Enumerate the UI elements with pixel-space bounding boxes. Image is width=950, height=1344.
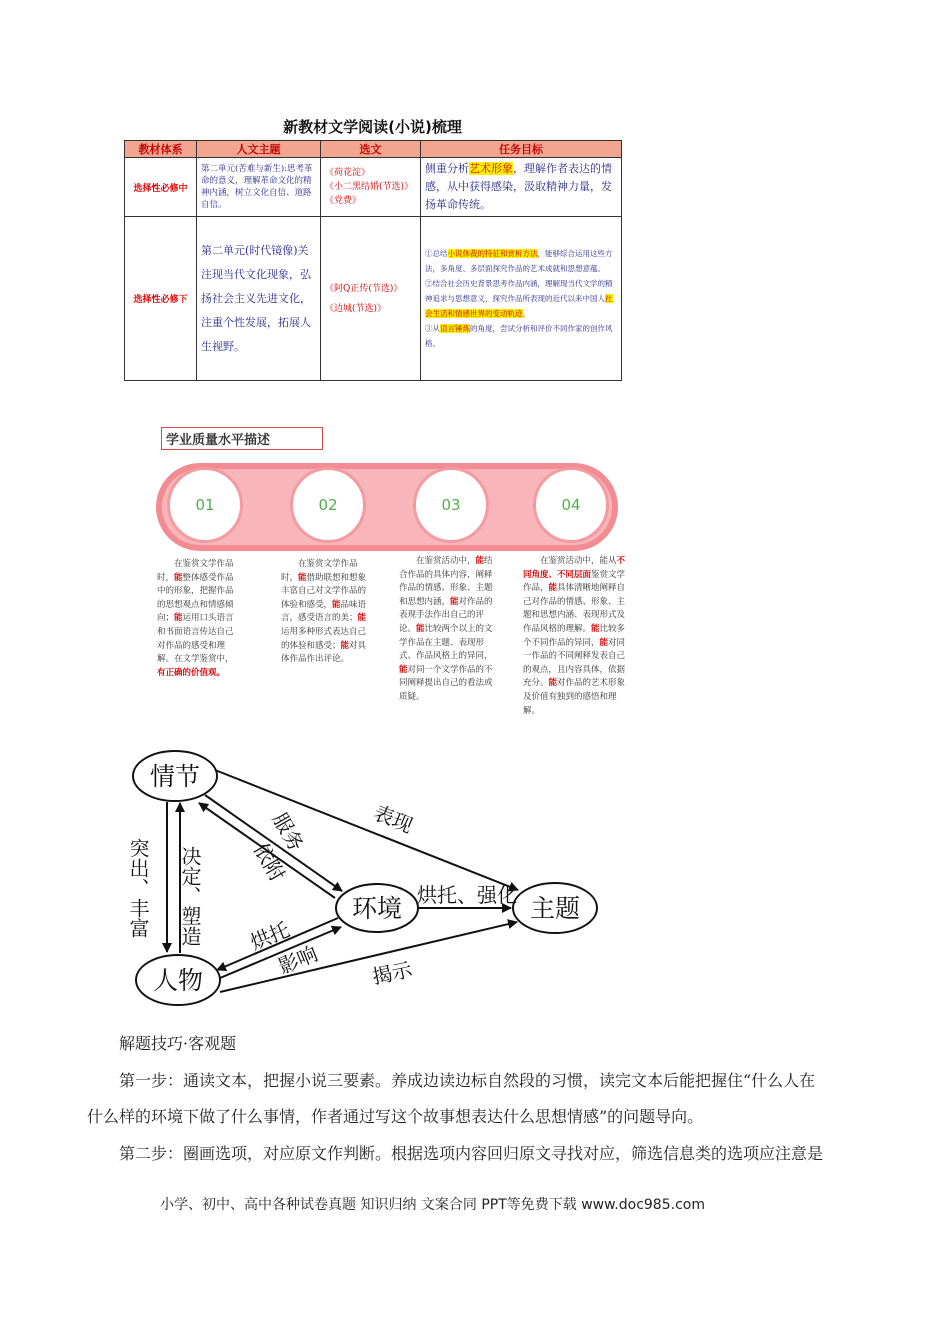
level-desc-02 — [281, 558, 369, 667]
desc-emphasis: 能 — [450, 596, 459, 607]
edge-label-jieshi: 揭示 — [370, 957, 415, 989]
desc-text: 借助联想和想象丰富自己对文学作品的体验和感受， — [281, 572, 367, 610]
desc-text: 对具体作品作出评论。 — [281, 640, 367, 665]
goal-text: ，能够综合运用这些方法，多角度、多层面探究作品的艺术成就和思想意蕴。 — [425, 249, 613, 273]
desc-text: 对同一个文学作品的不同阐释提出自己的看法或质疑。 — [399, 664, 493, 702]
edge-label-tuchu: 突出、丰富 — [126, 838, 150, 938]
desc-text: 在鉴赏文学作品时， — [157, 559, 234, 583]
row-goal — [421, 217, 622, 381]
page-footer: 小学、初中、高中各种试卷真题 知识归纳 文案合同 PPT等免费下载 www.doc985.com — [160, 1197, 705, 1213]
desc-emphasis: 能 — [548, 583, 558, 594]
desc-text: 品味语言，感受语言的美； — [281, 599, 367, 624]
desc-emphasis: 能 — [174, 613, 183, 624]
text-title: 《阿Q正传(节选)》 — [325, 283, 403, 294]
goal-text: 侧重分析 — [425, 162, 469, 175]
desc-text: 对作品的艺术形象及价值有独到的感悟和理解。 — [523, 678, 626, 716]
goal-highlight: 艺术形象 — [469, 162, 513, 175]
goal-text: ①总结 — [425, 249, 448, 258]
goal-highlight: 语言锤炼 — [440, 324, 470, 333]
goal-highlight: 小说体裁的特征和赏析方法 — [447, 249, 538, 258]
goal-text: 的角度，尝试分析和评价不同作家的创作风格。 — [425, 324, 613, 348]
row-system: 选择性必修中 — [125, 158, 197, 217]
desc-text: 在鉴赏活动中， — [416, 556, 476, 566]
goal-item — [425, 276, 617, 321]
desc-text: 结合作品的具体内容，阐释作品的情感、形象、主题和思想内涵， — [399, 556, 493, 607]
desc-emphasis: 能 — [340, 640, 350, 651]
goal-item — [425, 321, 617, 351]
desc-text: 在鉴赏活动中，能从 — [540, 556, 617, 566]
desc-text: 运用口头语言和书面语言传达自己对作品的感受和理解。在文学鉴赏中， — [157, 613, 234, 665]
node-character-label: 人物 — [152, 966, 204, 995]
edge-label-jueding: 决定、塑造 — [178, 846, 202, 946]
edge-label-yingxiang: 影响 — [274, 941, 321, 979]
edge-label-hongtuo-qianghua: 烘托、强化 — [417, 883, 517, 907]
header-goal: 任务目标 — [421, 141, 622, 158]
desc-text: 对作品的表现手法作出自己的评论。 — [399, 596, 493, 634]
arrow-plot-to-theme — [215, 770, 518, 890]
text-title: 《边城(节选)》 — [325, 303, 387, 314]
table-row — [125, 158, 622, 217]
desc-emphasis: 不同角度、不同层面 — [523, 556, 626, 580]
edge-label-hongtuo: 烘托 — [246, 917, 293, 955]
goal-text: ③从 — [425, 324, 440, 333]
node-environment-label: 环境 — [351, 894, 403, 923]
goal-item — [425, 246, 617, 276]
desc-emphasis: 能 — [548, 678, 558, 689]
paragraph-line: 第一步：通读文本，把握小说三要素。养成边读边标自然段的习惯，读完文本后能把握住“什么人在 — [119, 1071, 816, 1090]
node-theme-label: 主题 — [529, 894, 581, 923]
table-row — [125, 217, 622, 381]
desc-emphasis: 能 — [332, 599, 341, 610]
desc-emphasis: 有正确的价值观。 — [157, 667, 226, 678]
level-desc-04 — [523, 555, 628, 718]
desc-emphasis: 能 — [357, 613, 367, 624]
row-texts — [321, 158, 421, 217]
desc-emphasis: 能 — [399, 664, 408, 675]
node-plot-label: 情节 — [149, 762, 201, 791]
level-circle-04: 04 — [533, 467, 609, 543]
curriculum-table — [124, 140, 622, 381]
novel-elements-diagram — [120, 740, 620, 1010]
desc-emphasis: 能 — [174, 572, 183, 583]
desc-text: 比较两个以上的文学作品在主题、表现形式、作品风格上的异同， — [399, 623, 493, 662]
goal-highlight: 社会生活和情感世界的变动轨迹 — [425, 294, 613, 318]
desc-emphasis: 能 — [599, 637, 609, 648]
desc-text: 对同一作品的不同阐释发表自己的观点，且内容具体，依据充分。 — [523, 637, 626, 689]
desc-emphasis: 能 — [591, 623, 600, 634]
level-circle-03: 03 — [413, 467, 489, 543]
desc-emphasis: 能 — [475, 556, 485, 566]
goal-text: ，理解作者表达的情感，从中获得感染，汲取精神力量，发扬革命传统。 — [425, 162, 612, 211]
header-system: 教材体系 — [125, 141, 197, 158]
goal-text: 。 — [522, 309, 530, 318]
row-theme: 第二单元(时代镜像)关注现当代文化现象，弘扬社会主义先进文化，注重个性发展，拓展人生视野。 — [197, 217, 321, 381]
desc-text: 运用多种形式表达自己的体验和感受； — [281, 626, 367, 651]
header-texts: 选文 — [321, 141, 421, 158]
row-texts — [321, 217, 421, 381]
quality-title: 学业质量水平描述 — [166, 433, 271, 448]
goal-text: ②结合社会历史背景思考作品内涵，理解现当代文学的精神追求与思想意义，探究作品所表现的近代以来中国人 — [425, 279, 613, 303]
desc-text: 在鉴赏文学作品时， — [281, 559, 358, 583]
text-title: 《党费》 — [325, 196, 362, 206]
desc-text: 具体清晰地阐释自己对作品的情感、形象、主题和思想内涵、表现形式及作品风格的理解。 — [523, 583, 626, 634]
level-desc-01 — [157, 558, 239, 680]
text-title: 《小二黑结婚(节选)》 — [325, 182, 414, 192]
level-circle-01: 01 — [167, 467, 243, 543]
paragraph-line: 什么样的环境下做了什么事情，作者通过写这个故事想表达什么思想情感”的问题导向。 — [87, 1107, 704, 1126]
row-system: 选择性必修下 — [125, 217, 197, 381]
desc-text: 鉴赏文学作品， — [523, 569, 626, 594]
desc-emphasis: 能 — [298, 572, 307, 583]
row-theme: 第二单元(苦难与新生):思考革命的意义，理解革命文化的精神内涵，树立文化自信、道路自信。 — [197, 158, 321, 217]
level-desc-03 — [399, 555, 498, 705]
section-heading: 解题技巧·客观题 — [119, 1034, 237, 1053]
desc-text: 比较多个不同作品的异同， — [523, 623, 626, 648]
edge-label-yifu: 依附 — [248, 838, 290, 886]
table-header-row — [125, 141, 622, 158]
table-title: 新教材文学阅读(小说)梳理 — [283, 118, 462, 136]
desc-text: 整体感受作品中的形象，把握作品的思想观点和情感倾向； — [157, 572, 234, 624]
edge-label-biaoxian: 表现 — [370, 800, 417, 838]
edge-label-fuwu: 服务 — [267, 808, 309, 856]
paragraph-line: 第二步：圈画选项，对应原文作判断。根据选项内容回归原文寻找对应，筛选信息类的选项应注意是 — [119, 1144, 824, 1163]
level-circle-02: 02 — [290, 467, 366, 543]
text-title: 《荷花淀》 — [325, 168, 371, 178]
header-theme: 人文主题 — [197, 141, 321, 158]
row-goal — [421, 158, 622, 217]
desc-emphasis: 能 — [416, 623, 425, 634]
